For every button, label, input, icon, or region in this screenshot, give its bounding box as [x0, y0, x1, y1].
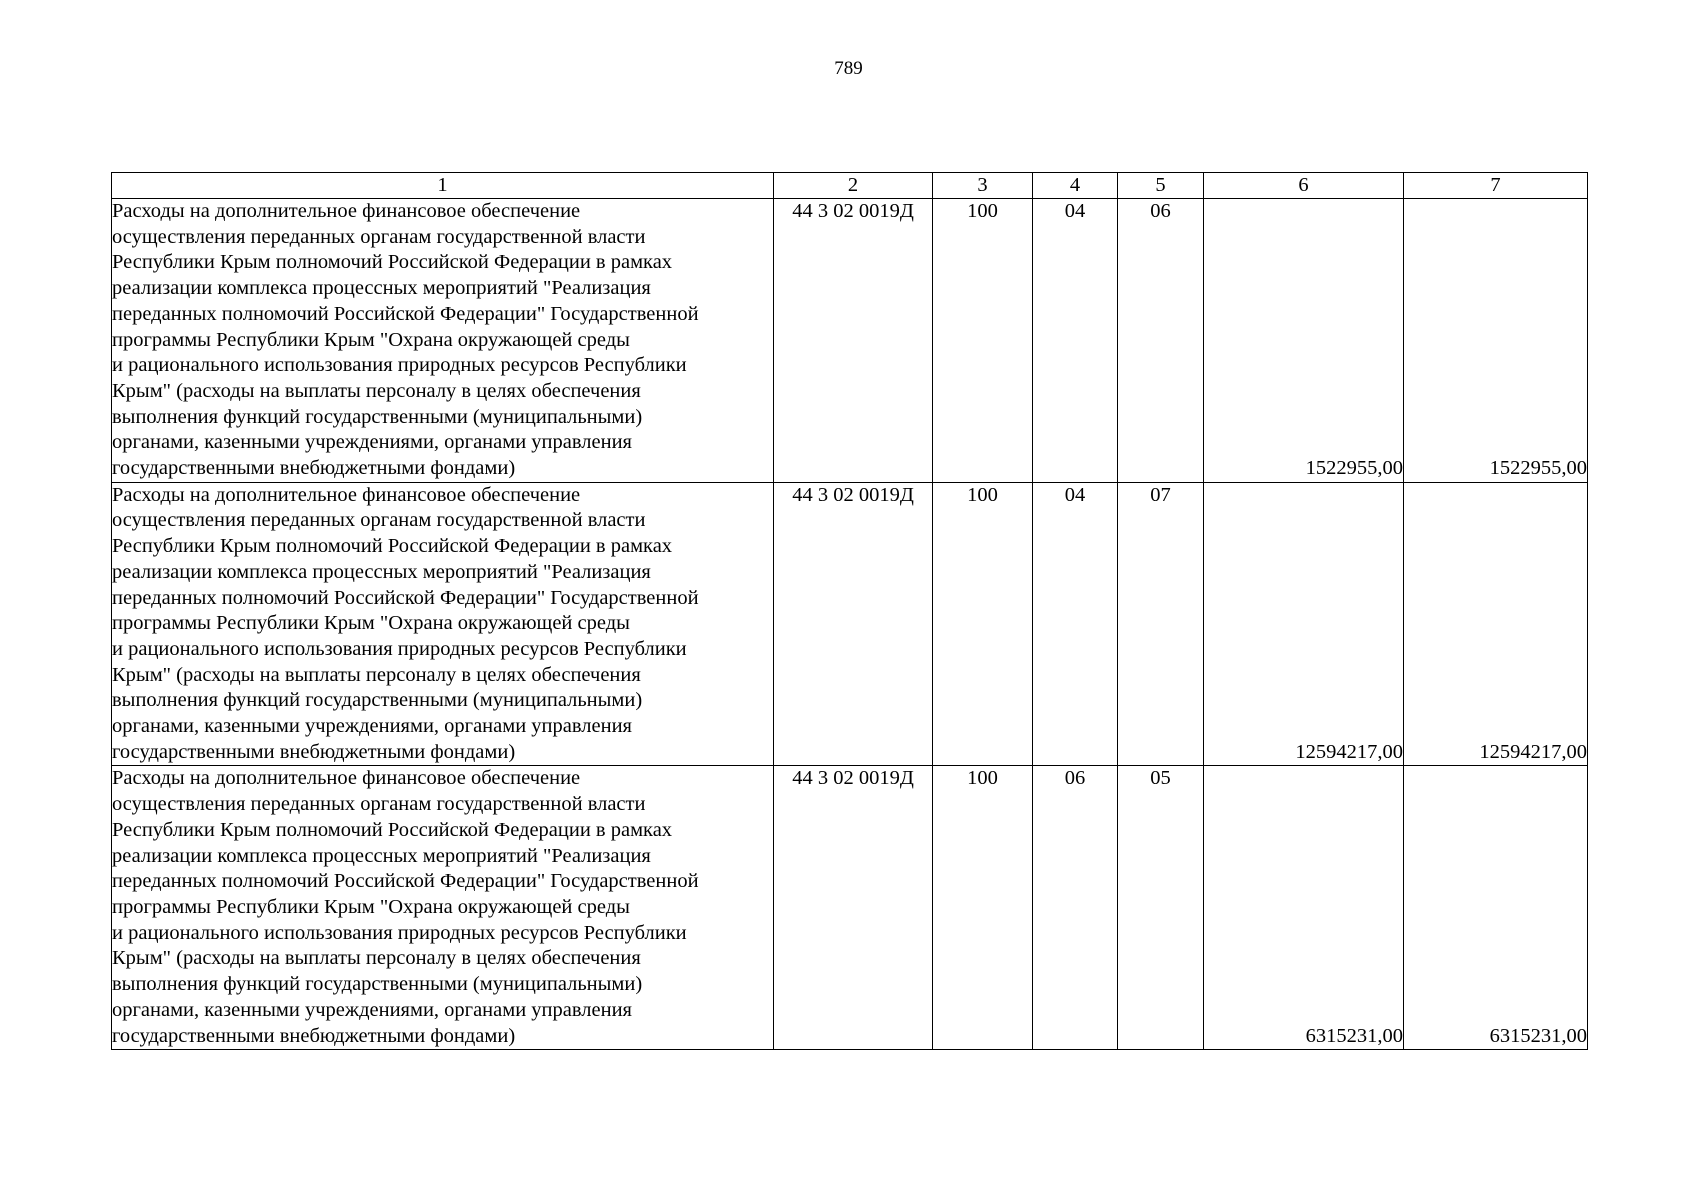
row-description: Расходы на дополнительное финансовое обеспечение осуществления переданных органам государственной власти Республики Крым полномочий Российской Федерации в рамках реализации комплекса процессных мероприятий "Реализация переданных полномочий Российской Федерации" Государственной программы Республики Крым "Охрана окружающей среды и рационального использования природных ресурсов Республики Крым" (расходы на выплаты персоналу в целях обеспечения выполнения функций государственными (муниципальными) органами, казенными учреждениями, органами управления государственными внебюджетными фондами) — [112, 766, 774, 1050]
column-header-6: 6 — [1204, 173, 1404, 199]
row-description: Расходы на дополнительное финансовое обеспечение осуществления переданных органам государственной власти Республики Крым полномочий Российской Федерации в рамках реализации комплекса процессных мероприятий "Реализация переданных полномочий Российской Федерации" Государственной программы Республики Крым "Охрана окружающей среды и рационального использования природных ресурсов Республики Крым" (расходы на выплаты персоналу в целях обеспечения выполнения функций государственными (муниципальными) органами, казенными учреждениями, органами управления государственными внебюджетными фондами) — [112, 482, 774, 766]
row-amount-col7: 1522955,00 — [1404, 199, 1588, 483]
table-row — [112, 766, 1588, 1050]
row-amount-col7: 6315231,00 — [1404, 766, 1588, 1050]
column-header-2: 2 — [774, 173, 933, 199]
row-section: 04 — [1033, 199, 1118, 483]
table-row — [112, 199, 1588, 483]
budget-table — [111, 172, 1588, 1050]
row-subsection: 07 — [1118, 482, 1204, 766]
row-amount-col6: 12594217,00 — [1204, 482, 1404, 766]
row-amount-col6: 6315231,00 — [1204, 766, 1404, 1050]
row-target-code: 44 3 02 0019Д — [774, 482, 933, 766]
row-target-code: 44 3 02 0019Д — [774, 199, 933, 483]
table-header-row — [112, 173, 1588, 199]
row-expense-type: 100 — [933, 766, 1033, 1050]
column-header-3: 3 — [933, 173, 1033, 199]
row-amount-col7: 12594217,00 — [1404, 482, 1588, 766]
column-header-5: 5 — [1118, 173, 1204, 199]
row-section: 04 — [1033, 482, 1118, 766]
row-amount-col6: 1522955,00 — [1204, 199, 1404, 483]
column-header-7: 7 — [1404, 173, 1588, 199]
row-expense-type: 100 — [933, 482, 1033, 766]
row-section: 06 — [1033, 766, 1118, 1050]
row-description: Расходы на дополнительное финансовое обеспечение осуществления переданных органам государственной власти Республики Крым полномочий Российской Федерации в рамках реализации комплекса процессных мероприятий "Реализация переданных полномочий Российской Федерации" Государственной программы Республики Крым "Охрана окружающей среды и рационального использования природных ресурсов Республики Крым" (расходы на выплаты персоналу в целях обеспечения выполнения функций государственными (муниципальными) органами, казенными учреждениями, органами управления государственными внебюджетными фондами) — [112, 199, 774, 483]
row-subsection: 05 — [1118, 766, 1204, 1050]
row-subsection: 06 — [1118, 199, 1204, 483]
table-row — [112, 482, 1588, 766]
page-number: 789 — [834, 58, 863, 79]
row-target-code: 44 3 02 0019Д — [774, 766, 933, 1050]
row-expense-type: 100 — [933, 199, 1033, 483]
column-header-4: 4 — [1033, 173, 1118, 199]
column-header-1: 1 — [112, 173, 774, 199]
